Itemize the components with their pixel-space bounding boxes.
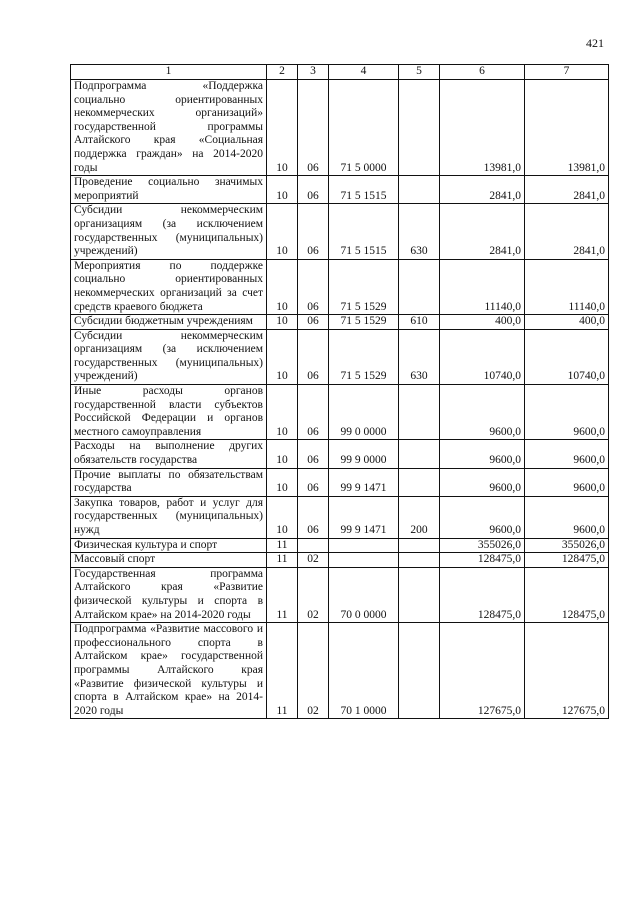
cell-name: Государственная программа Алтайского края «Развитие физической культуры и спорта в Алтайском крае» на 2014-2020 годы <box>71 567 267 622</box>
column-header: 4 <box>329 65 399 80</box>
cell-section: 10 <box>267 329 298 384</box>
cell-amount-2: 9600,0 <box>525 468 609 496</box>
cell-name: Субсидии некоммерческим организациям (за исключением государственных (муниципальных) учреждений) <box>71 329 267 384</box>
cell-amount-2: 127675,0 <box>525 623 609 719</box>
cell-name: Массовый спорт <box>71 553 267 568</box>
table-row <box>71 553 609 568</box>
cell-amount-1: 9600,0 <box>440 468 525 496</box>
cell-amount-2: 13981,0 <box>525 80 609 176</box>
cell-target-item: 70 1 0000 <box>329 623 399 719</box>
cell-amount-1: 127675,0 <box>440 623 525 719</box>
table-row <box>71 623 609 719</box>
table-row <box>71 538 609 553</box>
cell-expense-type <box>399 440 440 468</box>
cell-target-item: 71 5 0000 <box>329 80 399 176</box>
header-row <box>71 65 609 80</box>
cell-subsection: 06 <box>298 440 329 468</box>
cell-amount-2: 9600,0 <box>525 385 609 440</box>
cell-target-item: 70 0 0000 <box>329 567 399 622</box>
table-row <box>71 496 609 538</box>
cell-expense-type <box>399 623 440 719</box>
cell-section: 10 <box>267 259 298 314</box>
cell-amount-1: 13981,0 <box>440 80 525 176</box>
cell-expense-type: 610 <box>399 315 440 330</box>
cell-section: 11 <box>267 623 298 719</box>
cell-amount-2: 128475,0 <box>525 567 609 622</box>
cell-amount-1: 128475,0 <box>440 567 525 622</box>
cell-subsection: 02 <box>298 553 329 568</box>
cell-subsection <box>298 538 329 553</box>
cell-name: Проведение социально значимых мероприятий <box>71 176 267 204</box>
cell-amount-2: 128475,0 <box>525 553 609 568</box>
cell-expense-type <box>399 385 440 440</box>
cell-name: Прочие выплаты по обязательствам государства <box>71 468 267 496</box>
cell-name: Субсидии бюджетным учреждениям <box>71 315 267 330</box>
column-header: 3 <box>298 65 329 80</box>
cell-amount-1: 10740,0 <box>440 329 525 384</box>
table-row <box>71 176 609 204</box>
cell-name: Физическая культура и спорт <box>71 538 267 553</box>
cell-section: 10 <box>267 80 298 176</box>
cell-expense-type: 630 <box>399 204 440 259</box>
cell-target-item: 99 9 1471 <box>329 468 399 496</box>
cell-amount-1: 400,0 <box>440 315 525 330</box>
cell-expense-type <box>399 176 440 204</box>
cell-target-item: 99 0 0000 <box>329 385 399 440</box>
cell-section: 10 <box>267 176 298 204</box>
cell-section: 11 <box>267 538 298 553</box>
cell-expense-type <box>399 567 440 622</box>
cell-subsection: 02 <box>298 623 329 719</box>
cell-name: Закупка товаров, работ и услуг для государственных (муниципальных) нужд <box>71 496 267 538</box>
table-row <box>71 385 609 440</box>
cell-subsection: 06 <box>298 385 329 440</box>
cell-subsection: 06 <box>298 496 329 538</box>
cell-target-item: 71 5 1529 <box>329 329 399 384</box>
cell-expense-type: 200 <box>399 496 440 538</box>
column-header: 2 <box>267 65 298 80</box>
cell-subsection: 06 <box>298 259 329 314</box>
table-row <box>71 80 609 176</box>
cell-section: 11 <box>267 553 298 568</box>
cell-amount-2: 9600,0 <box>525 440 609 468</box>
cell-expense-type <box>399 80 440 176</box>
cell-subsection: 06 <box>298 176 329 204</box>
table-row <box>71 259 609 314</box>
cell-subsection: 02 <box>298 567 329 622</box>
cell-amount-1: 9600,0 <box>440 440 525 468</box>
cell-target-item: 71 5 1529 <box>329 259 399 314</box>
cell-amount-1: 355026,0 <box>440 538 525 553</box>
budget-table <box>70 64 609 719</box>
cell-expense-type <box>399 538 440 553</box>
cell-amount-1: 9600,0 <box>440 496 525 538</box>
cell-name: Субсидии некоммерческим организациям (за исключением государственных (муниципальных) учреждений) <box>71 204 267 259</box>
cell-expense-type <box>399 553 440 568</box>
cell-name: Расходы на выполнение других обязательств государства <box>71 440 267 468</box>
cell-target-item <box>329 553 399 568</box>
cell-subsection: 06 <box>298 468 329 496</box>
cell-amount-2: 355026,0 <box>525 538 609 553</box>
cell-subsection: 06 <box>298 80 329 176</box>
column-header: 1 <box>71 65 267 80</box>
cell-target-item <box>329 538 399 553</box>
cell-subsection: 06 <box>298 329 329 384</box>
cell-target-item: 71 5 1529 <box>329 315 399 330</box>
cell-name: Иные расходы органов государственной власти субъектов Российской Федерации и органов местного самоуправления <box>71 385 267 440</box>
cell-subsection: 06 <box>298 204 329 259</box>
column-header: 6 <box>440 65 525 80</box>
cell-amount-2: 11140,0 <box>525 259 609 314</box>
cell-amount-1: 11140,0 <box>440 259 525 314</box>
table-row <box>71 204 609 259</box>
table-row <box>71 329 609 384</box>
table-row <box>71 440 609 468</box>
cell-amount-2: 9600,0 <box>525 496 609 538</box>
table-body <box>71 80 609 719</box>
table-row <box>71 468 609 496</box>
cell-expense-type <box>399 468 440 496</box>
page-number: 421 <box>586 36 604 50</box>
cell-amount-2: 400,0 <box>525 315 609 330</box>
cell-amount-2: 10740,0 <box>525 329 609 384</box>
cell-target-item: 71 5 1515 <box>329 204 399 259</box>
cell-section: 10 <box>267 468 298 496</box>
cell-name: Подпрограмма «Поддержка социально ориентированных некоммерческих организаций» государственной программы Алтайского края «Социальная поддержка граждан» на 2014-2020 годы <box>71 80 267 176</box>
cell-section: 10 <box>267 496 298 538</box>
cell-target-item: 71 5 1515 <box>329 176 399 204</box>
cell-name: Мероприятия по поддержке социально ориентированных некоммерческих организаций за счет средств краевого бюджета <box>71 259 267 314</box>
cell-amount-2: 2841,0 <box>525 204 609 259</box>
cell-expense-type <box>399 259 440 314</box>
table-row <box>71 315 609 330</box>
cell-section: 10 <box>267 385 298 440</box>
cell-target-item: 99 9 0000 <box>329 440 399 468</box>
cell-amount-1: 2841,0 <box>440 176 525 204</box>
column-header: 5 <box>399 65 440 80</box>
cell-section: 10 <box>267 315 298 330</box>
cell-expense-type: 630 <box>399 329 440 384</box>
cell-section: 10 <box>267 440 298 468</box>
cell-amount-2: 2841,0 <box>525 176 609 204</box>
cell-amount-1: 9600,0 <box>440 385 525 440</box>
cell-target-item: 99 9 1471 <box>329 496 399 538</box>
cell-name: Подпрограмма «Развитие массового и профессионального спорта в Алтайском крае» государственной программы Алтайского края «Развитие физической культуры и спорта в Алтайском крае» на 2014-2020 годы <box>71 623 267 719</box>
cell-section: 10 <box>267 204 298 259</box>
table-row <box>71 567 609 622</box>
cell-subsection: 06 <box>298 315 329 330</box>
cell-amount-1: 2841,0 <box>440 204 525 259</box>
cell-section: 11 <box>267 567 298 622</box>
cell-amount-1: 128475,0 <box>440 553 525 568</box>
column-header: 7 <box>525 65 609 80</box>
